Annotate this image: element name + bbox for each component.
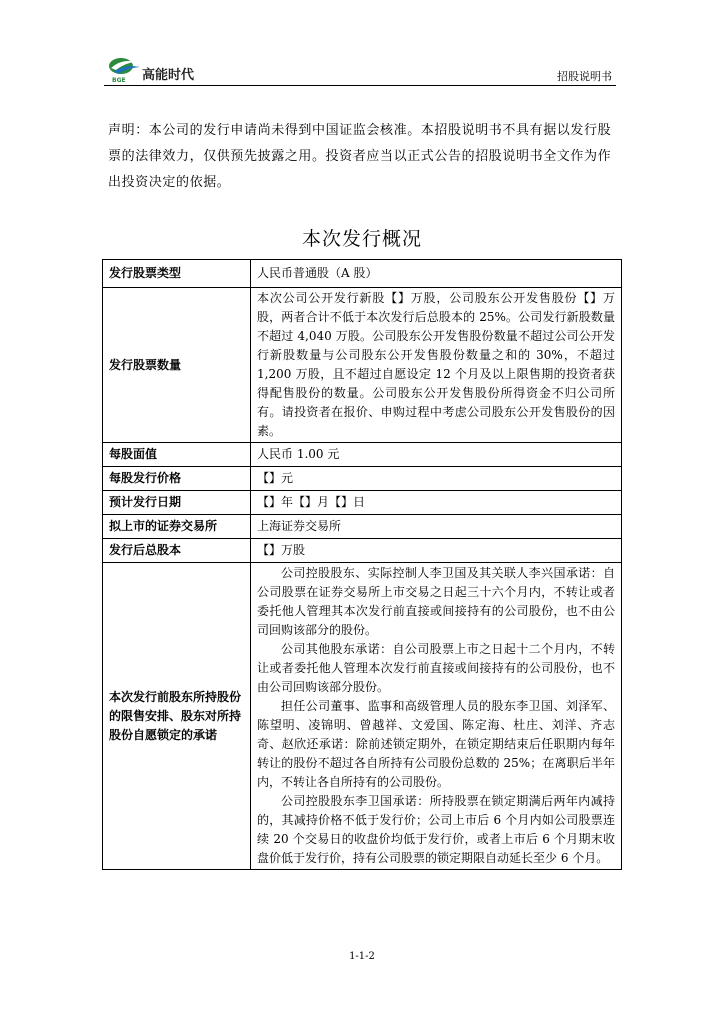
row-label: 本次发行前股东所持股份的限售安排、股东对所持股份自愿锁定的承诺	[103, 563, 251, 870]
quantity-text: 本次公司公开发行新股【】万股，公司股东公开发售股份【】万股，两者合计不低于本次发行后总股本的 25%。公司发行新股数量不超过 4,040 万股。公司股东公开发售股份数量不超过公司公开发行新股数量与公司股东公开发售股份数量之和的 30%，不超过 1,200 万股，且不超过自愿设定 12 个月及以上限售期的投资者获得配售股份的数量。公司股东公开发售股份所得资金不归公司所有。请投资者在报价、申购过程中考虑公司股东公开发售股份的因素。	[257, 291, 615, 438]
table-row	[103, 288, 622, 443]
row-label: 拟上市的证券交易所	[103, 515, 251, 539]
page-title: 本次发行概况	[301, 228, 422, 250]
lockup-paragraph: 担任公司董事、监事和高级管理人员的股东李卫国、刘泽军、陈望明、凌锦明、曾越祥、文爱国、陈定海、杜庄、刘洋、齐志奇、赵欣还承诺：除前述锁定期外，在锁定期结束后任职期内每年转让的股份不超过各自所持有公司股份总数的 25%；在离职后半年内，不转让各自所持有的公司股份。	[257, 699, 615, 789]
lockup-paragraph: 公司控股股东、实际控制人李卫国及其关联人李兴国承诺：自公司股票在证券交易所上市交易之日起三十六个月内，不转让或者委托他人管理其本次发行前直接或间接持有的公司股份，也不由公司回购该部分的股份。	[257, 566, 615, 637]
offering-summary-table	[102, 259, 622, 870]
page-number: 1-1-2	[349, 951, 375, 962]
header-divider	[104, 85, 616, 86]
row-label: 发行后总股本	[103, 539, 251, 563]
row-label: 每股发行价格	[103, 467, 251, 491]
table-row	[103, 539, 622, 563]
document-name: 招股说明书	[557, 70, 612, 83]
row-label: 发行股票类型	[103, 260, 251, 288]
lockup-paragraph: 公司其他股东承诺：自公司股票上市之日起十二个月内，不转让或者委托他人管理本次发行前直接或间接持有的公司股份，也不由公司回购该部分股份。	[257, 642, 615, 694]
table-row	[103, 443, 622, 467]
lockup-paragraph: 公司控股股东李卫国承诺：所持股票在锁定期满后两年内减持的，其减持价格不低于发行价；公司上市后 6 个月内如公司股票连续 20 个交易日的收盘价均低于发行价，或者上市后 6 个月期末收盘价低于发行价，持有公司股票的锁定期限自动延长至少 6 个月。	[257, 794, 615, 865]
row-value: 【】年【】月【】日	[251, 491, 622, 515]
table-row	[103, 260, 622, 288]
logo-abbr: BGE	[112, 77, 126, 84]
row-value: 【】元	[251, 467, 622, 491]
row-label: 发行股票数量	[103, 288, 251, 443]
disclaimer-text: 声明：本公司的发行申请尚未得到中国证监会核准。本招股说明书不具有据以发行股票的法律效力，仅供预先披露之用。投资者应当以正式公告的招股说明书全文作为作出投资决定的依据。	[108, 123, 612, 190]
row-label: 每股面值	[103, 443, 251, 467]
logo-name: 高能时代	[142, 68, 195, 83]
company-logo	[108, 56, 200, 84]
row-value: 【】万股	[251, 539, 622, 563]
table-row	[103, 467, 622, 491]
row-value: 人民币 1.00 元	[251, 443, 622, 467]
table-row	[103, 563, 622, 870]
table-row	[103, 491, 622, 515]
row-label: 预计发行日期	[103, 491, 251, 515]
row-value: 人民币普通股（A 股）	[251, 260, 622, 288]
row-value	[251, 288, 622, 443]
table-row	[103, 515, 622, 539]
page-header	[104, 54, 616, 88]
row-value: 上海证券交易所	[251, 515, 622, 539]
row-value	[251, 563, 622, 870]
